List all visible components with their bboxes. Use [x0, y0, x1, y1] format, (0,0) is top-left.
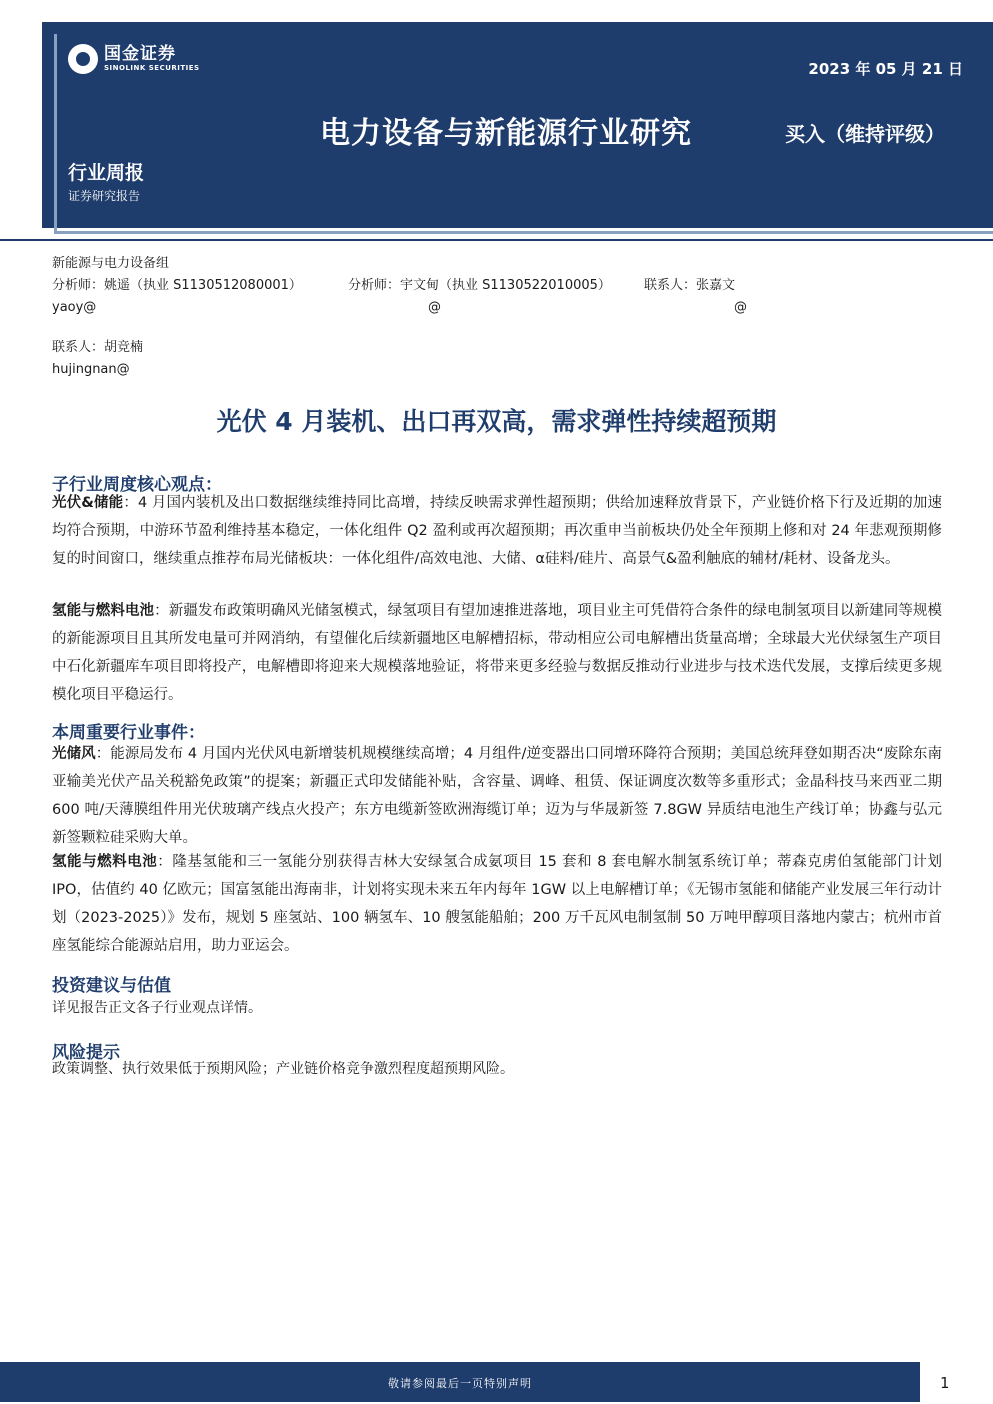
logo-name-en: SINOLINK SECURITIES	[104, 64, 200, 72]
analyst-group: 新能源与电力设备组	[52, 256, 170, 271]
analyst-2-email[interactable]: @	[428, 300, 441, 315]
contact-1-email[interactable]: @	[734, 300, 747, 315]
label-events-pv: 光储风	[52, 746, 96, 762]
text-events-hydrogen: ：隆基氢能和三一氢能分别获得吉林大安绿氢合成氨项目 15 套和 8 套电解水制氢系统订单；蒂森克虏伯氢能部门计划 IPO，估值约 40 亿欧元；国富氢能出海南非，计划将实现未来五年内每年 1GW 以上电解槽订单；《无锡市氢能和储能产业发展三年行动计划（2023-2025）》发布，规划 5 座氢站、100 辆氢车、10 艘氢能船舶；200 万千瓦风电制氢制 50 万吨甲醇项目落地内蒙古；杭州市首座氢能综合能源站启用，助力亚运会。	[52, 854, 943, 954]
paragraph-events-pv	[52, 740, 942, 852]
paragraph-events-hydrogen	[52, 848, 942, 960]
sinolink-logo-icon	[68, 44, 98, 74]
contact-2: 联系人：胡竞楠	[52, 340, 144, 355]
header-divider	[0, 239, 993, 241]
label-events-hydrogen: 氢能与燃料电池	[52, 854, 158, 870]
section-title-core-views: 子行业周度核心观点：	[52, 475, 222, 495]
analyst-2: 分析师：宇文甸（执业 S1130522010005）	[348, 278, 611, 293]
label-pv-storage: 光伏&储能	[52, 495, 124, 511]
section-title-risk: 风险提示	[52, 1043, 120, 1063]
paragraph-hydrogen	[52, 597, 942, 709]
section-title-events: 本周重要行业事件：	[52, 723, 205, 743]
report-category: 证券研究报告	[68, 189, 141, 203]
text-pv-storage: ：4 月国内装机及出口数据继续维持同比高增，持续反映需求弹性超预期；供给加速释放背景下，产业链价格下行及近期的加速均符合预期，中游环节盈利维持基本稳定，一体化组件 Q2 盈利或再次超预期；再次重申当前板块仍处全年预期上修和对 24 年悲观预期修复的时间窗口，继续重点推荐布局光储板块：一体化组件/高效电池、大储、α硅料/硅片、高景气&盈利触底的辅材/耗材、设备龙头。	[52, 495, 942, 567]
report-date: 2023 年 05 月 21 日	[808, 60, 963, 78]
report-type: 行业周报	[68, 162, 145, 184]
text-events-pv: ：能源局发布 4 月国内光伏风电新增装机规模继续高增；4 月组件/逆变器出口同增环降符合预期；美国总统拜登如期否决“废除东南亚输美光伏产品关税豁免政策”的提案；新疆正式印发储能补贴，含容量、调峰、租赁、保证调度次数等多重形式；金晶科技马来西亚二期 600 吨/天薄膜组件用光伏玻璃产线点火投产；东方电缆新签欧洲海缆订单；迈为与华晟新签 7.8GW 异质结电池生产线订单；协鑫与弘元新签颗粒硅采购大单。	[52, 746, 943, 846]
contact-1: 联系人：张嘉文	[644, 278, 736, 293]
rating-badge: 买入（维持评级）	[785, 122, 945, 146]
footer-disclaimer: 敬请参阅最后一页特别声明	[388, 1377, 532, 1390]
report-title: 电力设备与新能源行业研究	[320, 116, 692, 151]
page-number: 1	[940, 1374, 950, 1392]
text-hydrogen: ：新疆发布政策明确风光储氢模式，绿氢项目有望加速推进落地，项目业主可凭借符合条件的绿电制氢项目以新建同等规模的新能源项目且其所发电量可并网消纳，有望催化后续新疆地区电解槽招标，带动相应公司电解槽出货量高增；全球最大光伏绿氢生产项目中石化新疆库车项目即将投产，电解槽即将迎来大规模落地验证，将带来更多经验与数据反推动行业进步与技术迭代发展，支撑后续更多规模化项目平稳运行。	[52, 603, 943, 703]
contact-2-email[interactable]: hujingnan@	[52, 362, 130, 377]
company-logo	[68, 44, 200, 74]
paragraph-pv-storage	[52, 489, 942, 573]
analyst-1: 分析师：姚遥（执业 S1130512080001）	[52, 278, 302, 293]
section-title-advice: 投资建议与估值	[52, 976, 171, 996]
label-hydrogen: 氢能与燃料电池	[52, 603, 155, 619]
report-headline: 光伏 4 月装机、出口再双高，需求弹性持续超预期	[216, 407, 777, 436]
logo-name-cn: 国金证券	[104, 44, 176, 64]
advice-text: 详见报告正文各子行业观点详情。	[52, 1000, 262, 1016]
risk-text: 政策调整、执行效果低于预期风险；产业链价格竞争激烈程度超预期风险。	[52, 1061, 514, 1077]
analyst-1-email[interactable]: yaoy@	[52, 300, 97, 315]
